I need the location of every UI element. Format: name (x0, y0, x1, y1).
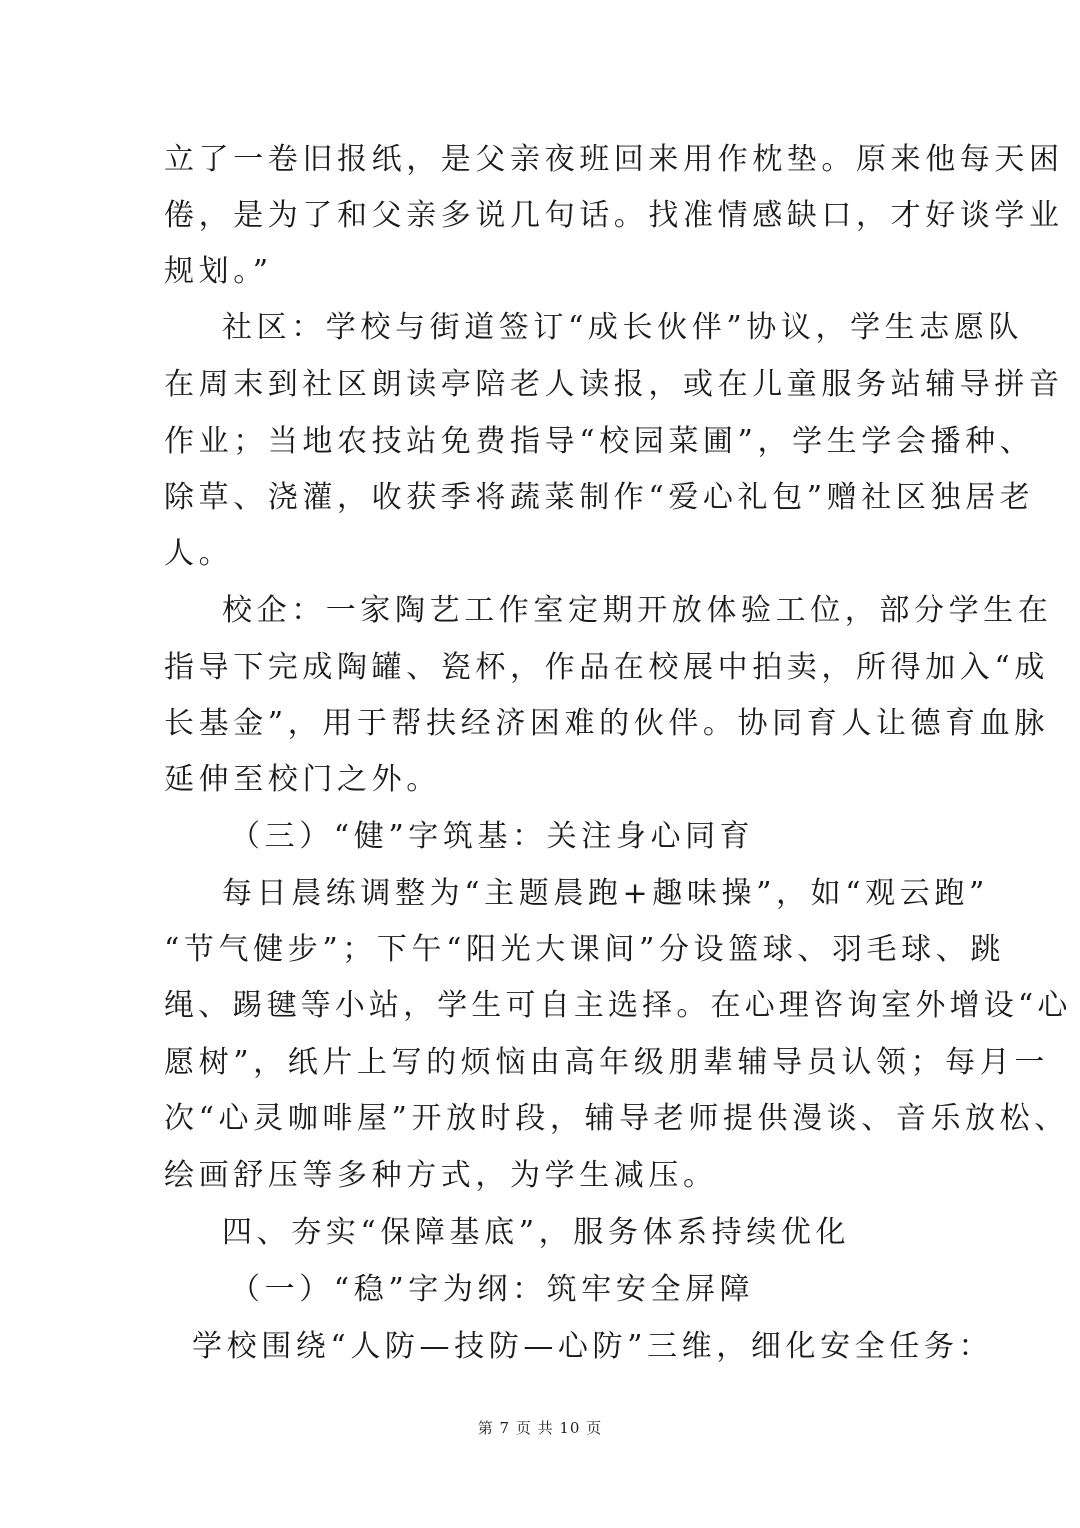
paragraph-line: 规划。” (164, 254, 273, 289)
paragraph-line: 绘画舒压等多种方式，为学生减压。 (164, 1158, 718, 1193)
paragraph-line: 社区：学校与街道签订“成长伙伴”协议，学生志愿队 (222, 310, 1024, 345)
paragraph-line: “节气健步”；下午“阳光大课间”分设篮球、羽毛球、跳 (164, 932, 1005, 967)
paragraph-line: 立了一卷旧报纸，是父亲夜班回来用作枕垫。原来他每天困 (164, 142, 1064, 177)
paragraph-line: 愿树”，纸片上写的烦恼由高年级朋辈辅导员认领；每月一 (164, 1045, 1049, 1080)
paragraph-line: 在周末到社区朗读亭陪老人读报，或在儿童服务站辅导拼音 (164, 367, 1064, 402)
paragraph-line: 次“心灵咖啡屋”开放时段，辅导老师提供漫谈、音乐放松、 (164, 1101, 1069, 1136)
paragraph-line: 延伸至校门之外。 (164, 762, 441, 797)
paragraph-line: 校企：一家陶艺工作室定期开放体验工位，部分学生在 (222, 593, 1053, 628)
page-number: 第 7 页 共 10 页 (477, 1419, 603, 1437)
paragraph-line: 作业；当地农技站免费指导“校园菜圃”，学生学会播种、 (164, 424, 1035, 459)
paragraph-line: 长基金”，用于帮扶经济困难的伙伴。协同育人让德育血脉 (164, 706, 1049, 741)
paragraph-line: 绳、踢毽等小站，学生可自主选择。在心理咨询室外增设“心 (164, 988, 1072, 1023)
paragraph-line: 学校围绕“人防—技防—心防”三维，细化安全任务： (192, 1329, 994, 1364)
paragraph-line: 指导下完成陶罐、瓷杯，作品在校展中拍卖，所得加入“成 (164, 650, 1049, 685)
paragraph-line: 除草、浇灌，收获季将蔬菜制作“爱心礼包”赠社区独居老 (164, 480, 1035, 515)
paragraph-line: 人。 (164, 536, 234, 571)
section-heading: （三）“健”字筑基：关注身心同育 (230, 819, 755, 854)
paragraph-line: 倦，是为了和父亲多说几句话。找准情感缺口，才好谈学业 (164, 198, 1064, 233)
paragraph-line: 每日晨练调整为“主题晨跑+趣味操”，如“观云跑” (222, 876, 989, 911)
section-heading: （一）“稳”字为纲：筑牢安全屏障 (230, 1272, 755, 1307)
chapter-heading: 四、夯实“保障基底”，服务体系持续优化 (222, 1215, 851, 1250)
